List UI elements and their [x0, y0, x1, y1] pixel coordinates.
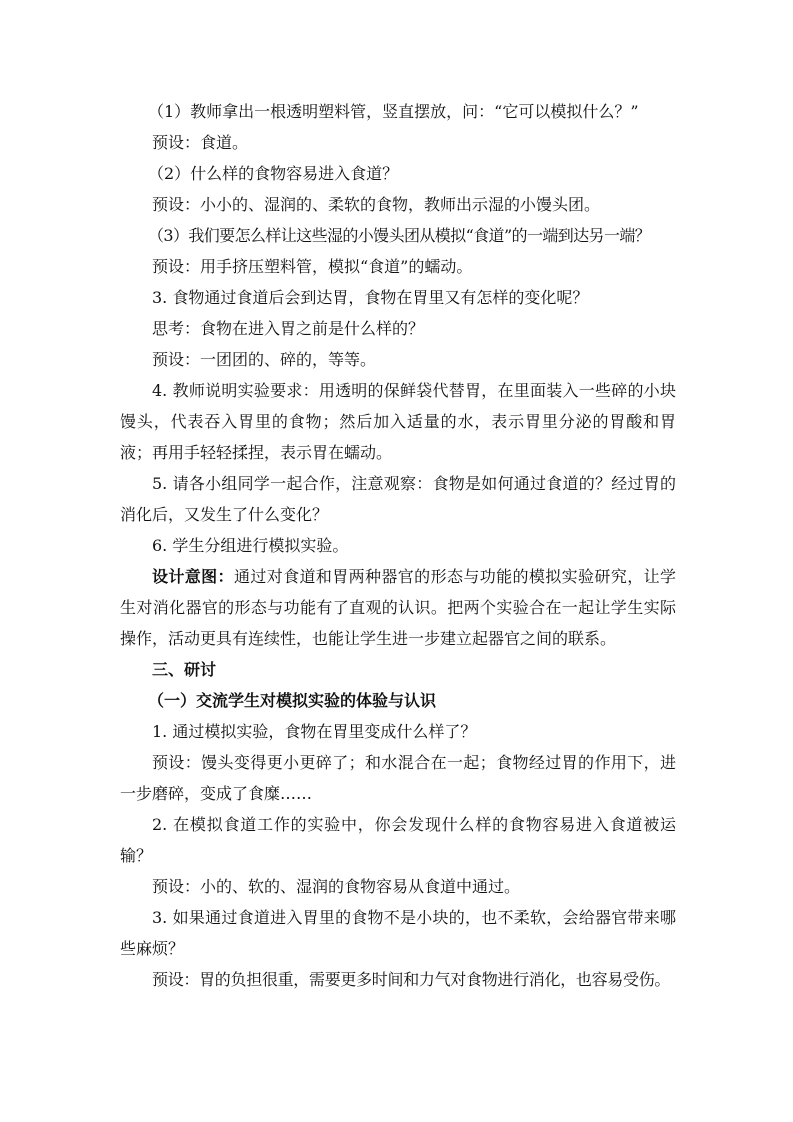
- paragraph: 5. 请各小组同学一起合作，注意观察：食物是如何通过食道的？经过胃的消化后，又发生了什么变化？: [120, 474, 676, 524]
- paragraph: （2）什么样的食物容易进入食道？: [148, 164, 399, 183]
- paragraph: （3）我们要怎么样让这些湿的小馒头团从模拟“食道”的一端到达另一端？: [148, 226, 651, 245]
- subsection-heading: （一）交流学生对模拟实验的体验与认识: [148, 691, 437, 710]
- design-intent-text: 通过对食道和胃两种器官的形态与功能的模拟实验研究，让学生对消化器官的形态与功能有了直观的认识。把两个实验合在一起让学生实际操作，活动更具有连续性，也能让学生进一步建立起器官之间的联系。: [120, 567, 676, 648]
- paragraph: 预设：小小的、湿润的、柔软的食物，教师出示湿的小馒头团。: [152, 195, 601, 214]
- paragraph: 思考：食物在进入胃之前是什么样的？: [152, 319, 425, 338]
- paragraph: 预设：食道。: [152, 133, 249, 152]
- paragraph: 预设：馒头变得更小更碎了；和水混合在一起；食物经过胃的作用下，进一步磨碎，变成了食糜……: [120, 753, 676, 803]
- paragraph: 3. 食物通过食道后会到达胃，食物在胃里又有怎样的变化呢？: [152, 288, 589, 307]
- paragraph: 1. 通过模拟实验，食物在胃里变成什么样了？: [152, 722, 477, 741]
- paragraph: 预设：一团团的、碎的，等等。: [152, 350, 377, 369]
- paragraph: 预设：胃的负担很重，需要更多时间和力气对食物进行消化，也容易受伤。: [152, 970, 671, 989]
- document-page: [120, 96, 676, 995]
- paragraph: （1）教师拿出一根透明塑料管，竖直摆放，问：“它可以模拟什么？”: [148, 102, 639, 121]
- design-intent-paragraph: [120, 561, 676, 654]
- paragraph: 2. 在模拟食道工作的实验中，你会发现什么样的食物容易进入食道被运输？: [120, 815, 676, 865]
- paragraph: 预设：用手挤压塑料管，模拟“食道”的蠕动。: [152, 257, 473, 276]
- section-heading: 三、研讨: [152, 660, 217, 679]
- paragraph: 6. 学生分组进行模拟实验。: [152, 536, 349, 555]
- paragraph: 3. 如果通过食道进入胃里的食物不是小块的，也不柔软，会给器官带来哪些麻烦？: [120, 908, 676, 958]
- design-intent-label: 设计意图：: [152, 567, 234, 586]
- paragraph: 预设：小的、软的、湿润的食物容易从食道中通过。: [152, 877, 521, 896]
- paragraph: 4. 教师说明实验要求：用透明的保鲜袋代替胃，在里面装入一些碎的小块馒头，代表吞入胃里的食物；然后加入适量的水，表示胃里分泌的胃酸和胃液；再用手轻轻揉捏，表示胃在蠕动。: [120, 381, 676, 462]
